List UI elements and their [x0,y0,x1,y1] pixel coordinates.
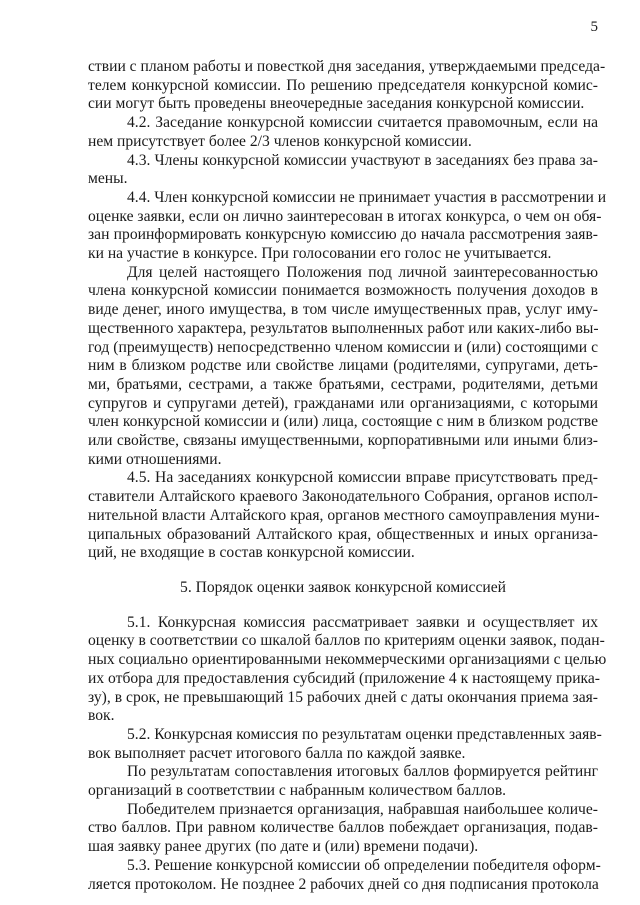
text-line: ство баллов. При равном количестве баллов побеждает организация, подав- [88,819,598,837]
text-line: телем конкурсной комиссии. По решению председателя конкурсной комис- [88,76,598,94]
text-line: ципальных образований Алтайского края, общественных и иных организа- [88,525,598,543]
paragraph-p3 [88,152,598,189]
text-line: Для целей настоящего Положения под личной заинтересованностью [127,263,598,281]
text-line: члена конкурсной комиссии понимается возможность получения доходов в [88,282,598,300]
text-line: По результатам сопоставления итоговых баллов формируется рейтинг [127,763,598,781]
paragraph-p9 [88,763,598,800]
text-line: мены. [88,170,128,188]
text-line: супругов и супругами детей), гражданами или организациями, с которыми [88,394,598,412]
document-body [88,58,607,894]
text-line: ных социально ориентированными некоммерческими организациями с целью [88,651,607,669]
text-line: нительной власти Алтайского края, органов местного самоуправления муни- [88,506,600,524]
text-line: 5.1. Конкурсная комиссия рассматривает заявки и осуществляет их [127,613,598,631]
paragraph-p10 [88,801,598,857]
text-line: зу), в срок, не превышающий 15 рабочих дней с даты окончания приема зая- [88,688,598,706]
paragraph-p7 [88,613,607,726]
text-line: 5.2. Конкурсная комиссия по результатам оценки представленных заяв- [127,725,602,743]
text-line: 5.3. Решение конкурсной комиссии об определении победителя оформ- [127,856,601,874]
text-line: вок. [88,707,115,725]
text-line: 4.2. Заседание конкурсной комиссии считается правомочным, если на [127,114,598,132]
text-line: оценке заявки, если он лично заинтересован в итогах конкурса, о чем он обя- [88,207,602,225]
text-line: кими отношениями. [88,450,222,468]
section-heading: 5. Порядок оценки заявок конкурсной комиссией [180,578,506,596]
page-number: 5 [590,19,598,35]
text-line: вок выполняет расчет итогового балла по каждой заявке. [88,744,466,762]
text-line: их отбора для предоставления субсидий (приложение 4 к настоящему прика- [88,669,600,687]
text-line: сии могут быть проведены внеочередные заседания конкурсной комиссии. [88,95,585,113]
text-line: 4.3. Члены конкурсной комиссии участвуют в заседаниях без права за- [127,151,598,169]
text-line: организаций в соответствии с набранным количеством баллов. [88,782,507,800]
text-line: или свойстве, связаны имущественными, корпоративными или иными близ- [88,432,598,450]
text-line: член конкурсной комиссии и (или) лица, состоящие с ним в близком родстве [88,413,598,431]
text-line: 4.4. Член конкурсной комиссии не принимает участия в рассмотрении и [127,188,607,206]
text-line: оценку в соответствии со шкалой баллов по критериям оценки заявок, подан- [88,632,605,650]
text-line: год (преимуществ) непосредственно членом комиссии и (или) состоящими с [88,338,598,356]
paragraph-p4 [88,188,607,264]
paragraph-p6 [88,469,598,563]
text-line: щественного характера, результатов выполненных работ или каких-либо вы- [88,319,599,337]
text-line: нем присутствует более 2/3 членов конкурсной комиссии. [88,132,472,150]
text-line: Победителем признается организация, набравшая наибольшее количе- [127,800,598,818]
paragraph-p11 [88,856,601,894]
text-line: шая заявку ранее других (по дате и (или) времени подачи). [88,838,479,856]
text-line: ми, братьями, сестрами, а также братьями, сестрами, родителями, детьми [88,375,598,393]
paragraph-p8 [88,725,602,763]
text-line: ствии с планом работы и повесткой дня заседания, утверждаемыми председа- [88,58,606,75]
text-line: ним в близком родстве или свойстве лицами (родителями, супругами, деть- [88,357,598,375]
text-line: ставители Алтайского краевого Законодательного Собрания, органов испол- [88,488,598,506]
text-line: ций, не входящие в состав конкурсной комиссии. [88,544,415,562]
text-line: виде денег, иного имущества, в том числе имущественных прав, услуг иму- [88,301,598,319]
paragraph-p1 [88,58,606,114]
text-line: ляется протоколом. Не позднее 2 рабочих дней со дня подписания протокола [88,875,599,893]
text-line: 4.5. На заседаниях конкурсной комиссии вправе присутствовать пред- [127,469,598,487]
text-line: ки на участие в конкурсе. При голосовании его голос не учитывается. [88,245,552,263]
text-line: зан проинформировать конкурсную комиссию до начала рассмотрения заяв- [88,226,598,244]
paragraph-p5 [88,264,598,470]
paragraph-p2 [88,114,598,151]
